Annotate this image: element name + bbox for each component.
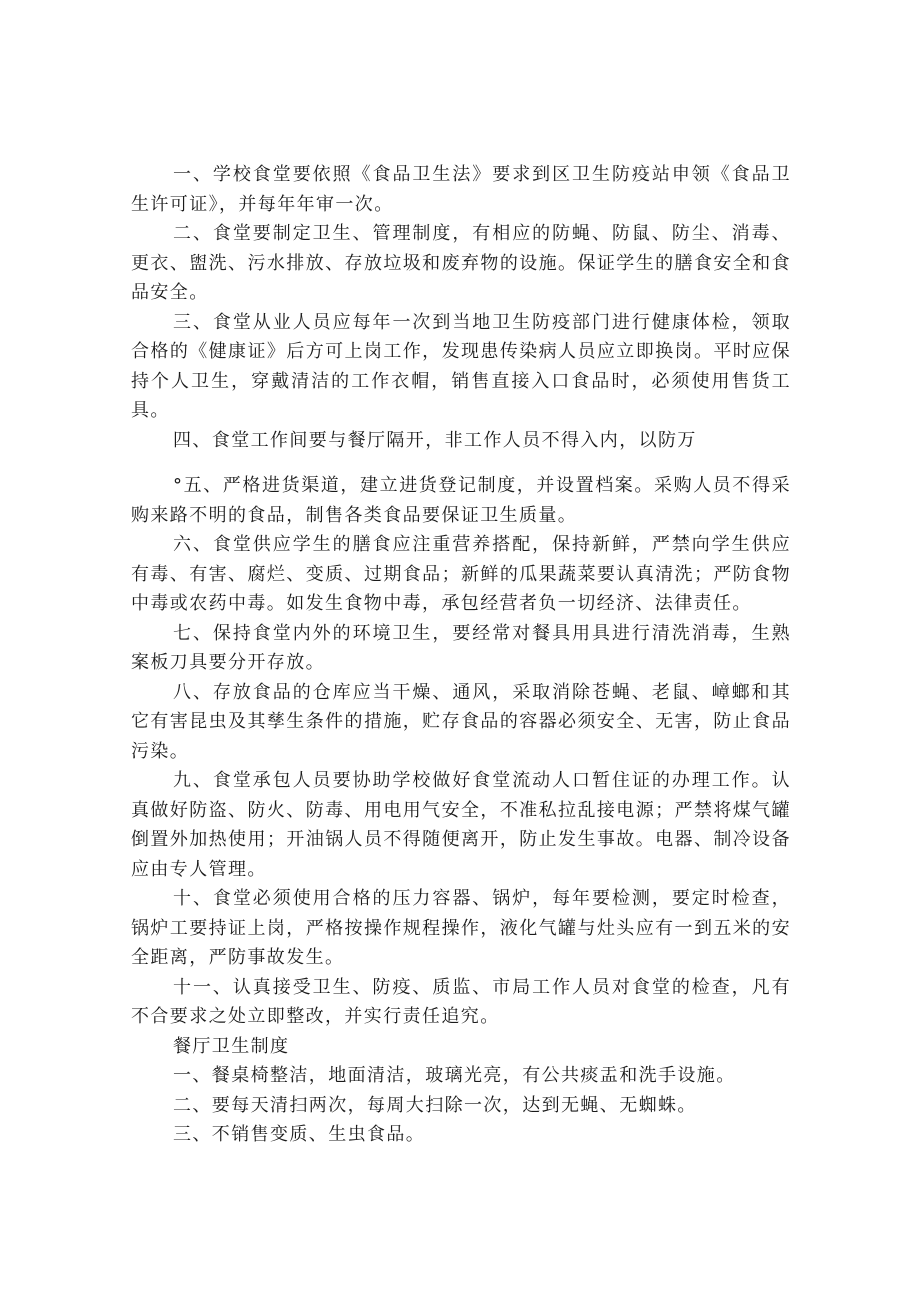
section-heading: 餐厅卫生制度 bbox=[173, 1035, 290, 1057]
rule-paragraph-8: 八、存放食品的仓库应当干燥、通风，采取消除苍蝇、老鼠、嶂螂和其它有害昆虫及其孳生条件的措施，贮存食品的容器必须安全、无害，防止食品污染。 bbox=[131, 681, 791, 762]
paragraph-gap bbox=[131, 455, 791, 471]
rule-paragraph-4: 四、食堂工作间要与餐厅隔开，非工作人员不得入内，以防万 bbox=[173, 429, 697, 451]
dining-rule-2: 二、要每天清扫两次，每周大扫除一次，达到无蝇、无蜘蛛。 bbox=[173, 1094, 697, 1116]
rule-paragraph-5: °五、严格进货渠道，建立进货登记制度，并设置档案。采购人员不得采购来路不明的食品，制售各类食品要保证卫生质量。 bbox=[131, 475, 791, 526]
rule-paragraph-3: 三、食堂从业人员应每年一次到当地卫生防疫部门进行健康体检，领取合格的《健康证》后方可上岗工作，发现患传染病人员应立即换岗。平时应保持个人卫生，穿戴清洁的工作衣帽，销售直接入口食品时，必须使用售货工具。 bbox=[131, 311, 791, 421]
dining-rule-3: 三、不销售变质、生虫食品。 bbox=[173, 1124, 426, 1145]
rule-paragraph-11: 十一、认真接受卫生、防疫、质监、市局工作人员对食堂的检查，凡有不合要求之处立即整改，并实行责任追究。 bbox=[131, 976, 791, 1027]
rule-paragraph-7: 七、保持食堂内外的环境卫生，要经常对餐具用具进行清洗消毒，生熟案板刀具要分开存放。 bbox=[131, 622, 791, 673]
rule-paragraph-9: 九、食堂承包人员要协助学校做好食堂流动人口暂住证的办理工作。认真做好防盗、防火、防毒、用电用气安全，不准私拉乱接电源；严禁将煤气罐倒置外加热使用；开油锅人员不得随便离开，防止发生事故。电器、制冷设备应由专人管理。 bbox=[131, 770, 791, 880]
dining-rule-1: 一、餐桌椅整洁，地面清洁，玻璃光亮，有公共痰盂和洗手设施。 bbox=[173, 1065, 736, 1086]
rule-paragraph-10: 十、食堂必须使用合格的压力容器、锅炉，每年要检测，要定时检查，锅炉工要持证上岗，严格按操作规程操作，液化气罐与灶头应有一到五米的安全距离，严防事故发生。 bbox=[131, 888, 791, 968]
rule-paragraph-6: 六、食堂供应学生的膳食应注重营养搭配，保持新鲜，严禁向学生供应有毒、有害、腐烂、变质、过期食品；新鲜的瓜果蔬菜要认真清洗；严防食物中毒或农药中毒。如发生食物中毒，承包经营者负一切经济、法律责任。 bbox=[131, 534, 791, 614]
rule-paragraph-2: 二、食堂要制定卫生、管理制度，有相应的防蝇、防鼠、防尘、消毒、更衣、盥洗、污水排放、存放垃圾和废弃物的设施。保证学生的膳食安全和食品安全。 bbox=[131, 223, 791, 303]
rule-paragraph-1: 一、学校食堂要依照《食品卫生法》要求到区卫生防疫站申领《食品卫生许可证》，并每年年审一次。 bbox=[131, 164, 791, 215]
document-body bbox=[131, 160, 791, 1150]
